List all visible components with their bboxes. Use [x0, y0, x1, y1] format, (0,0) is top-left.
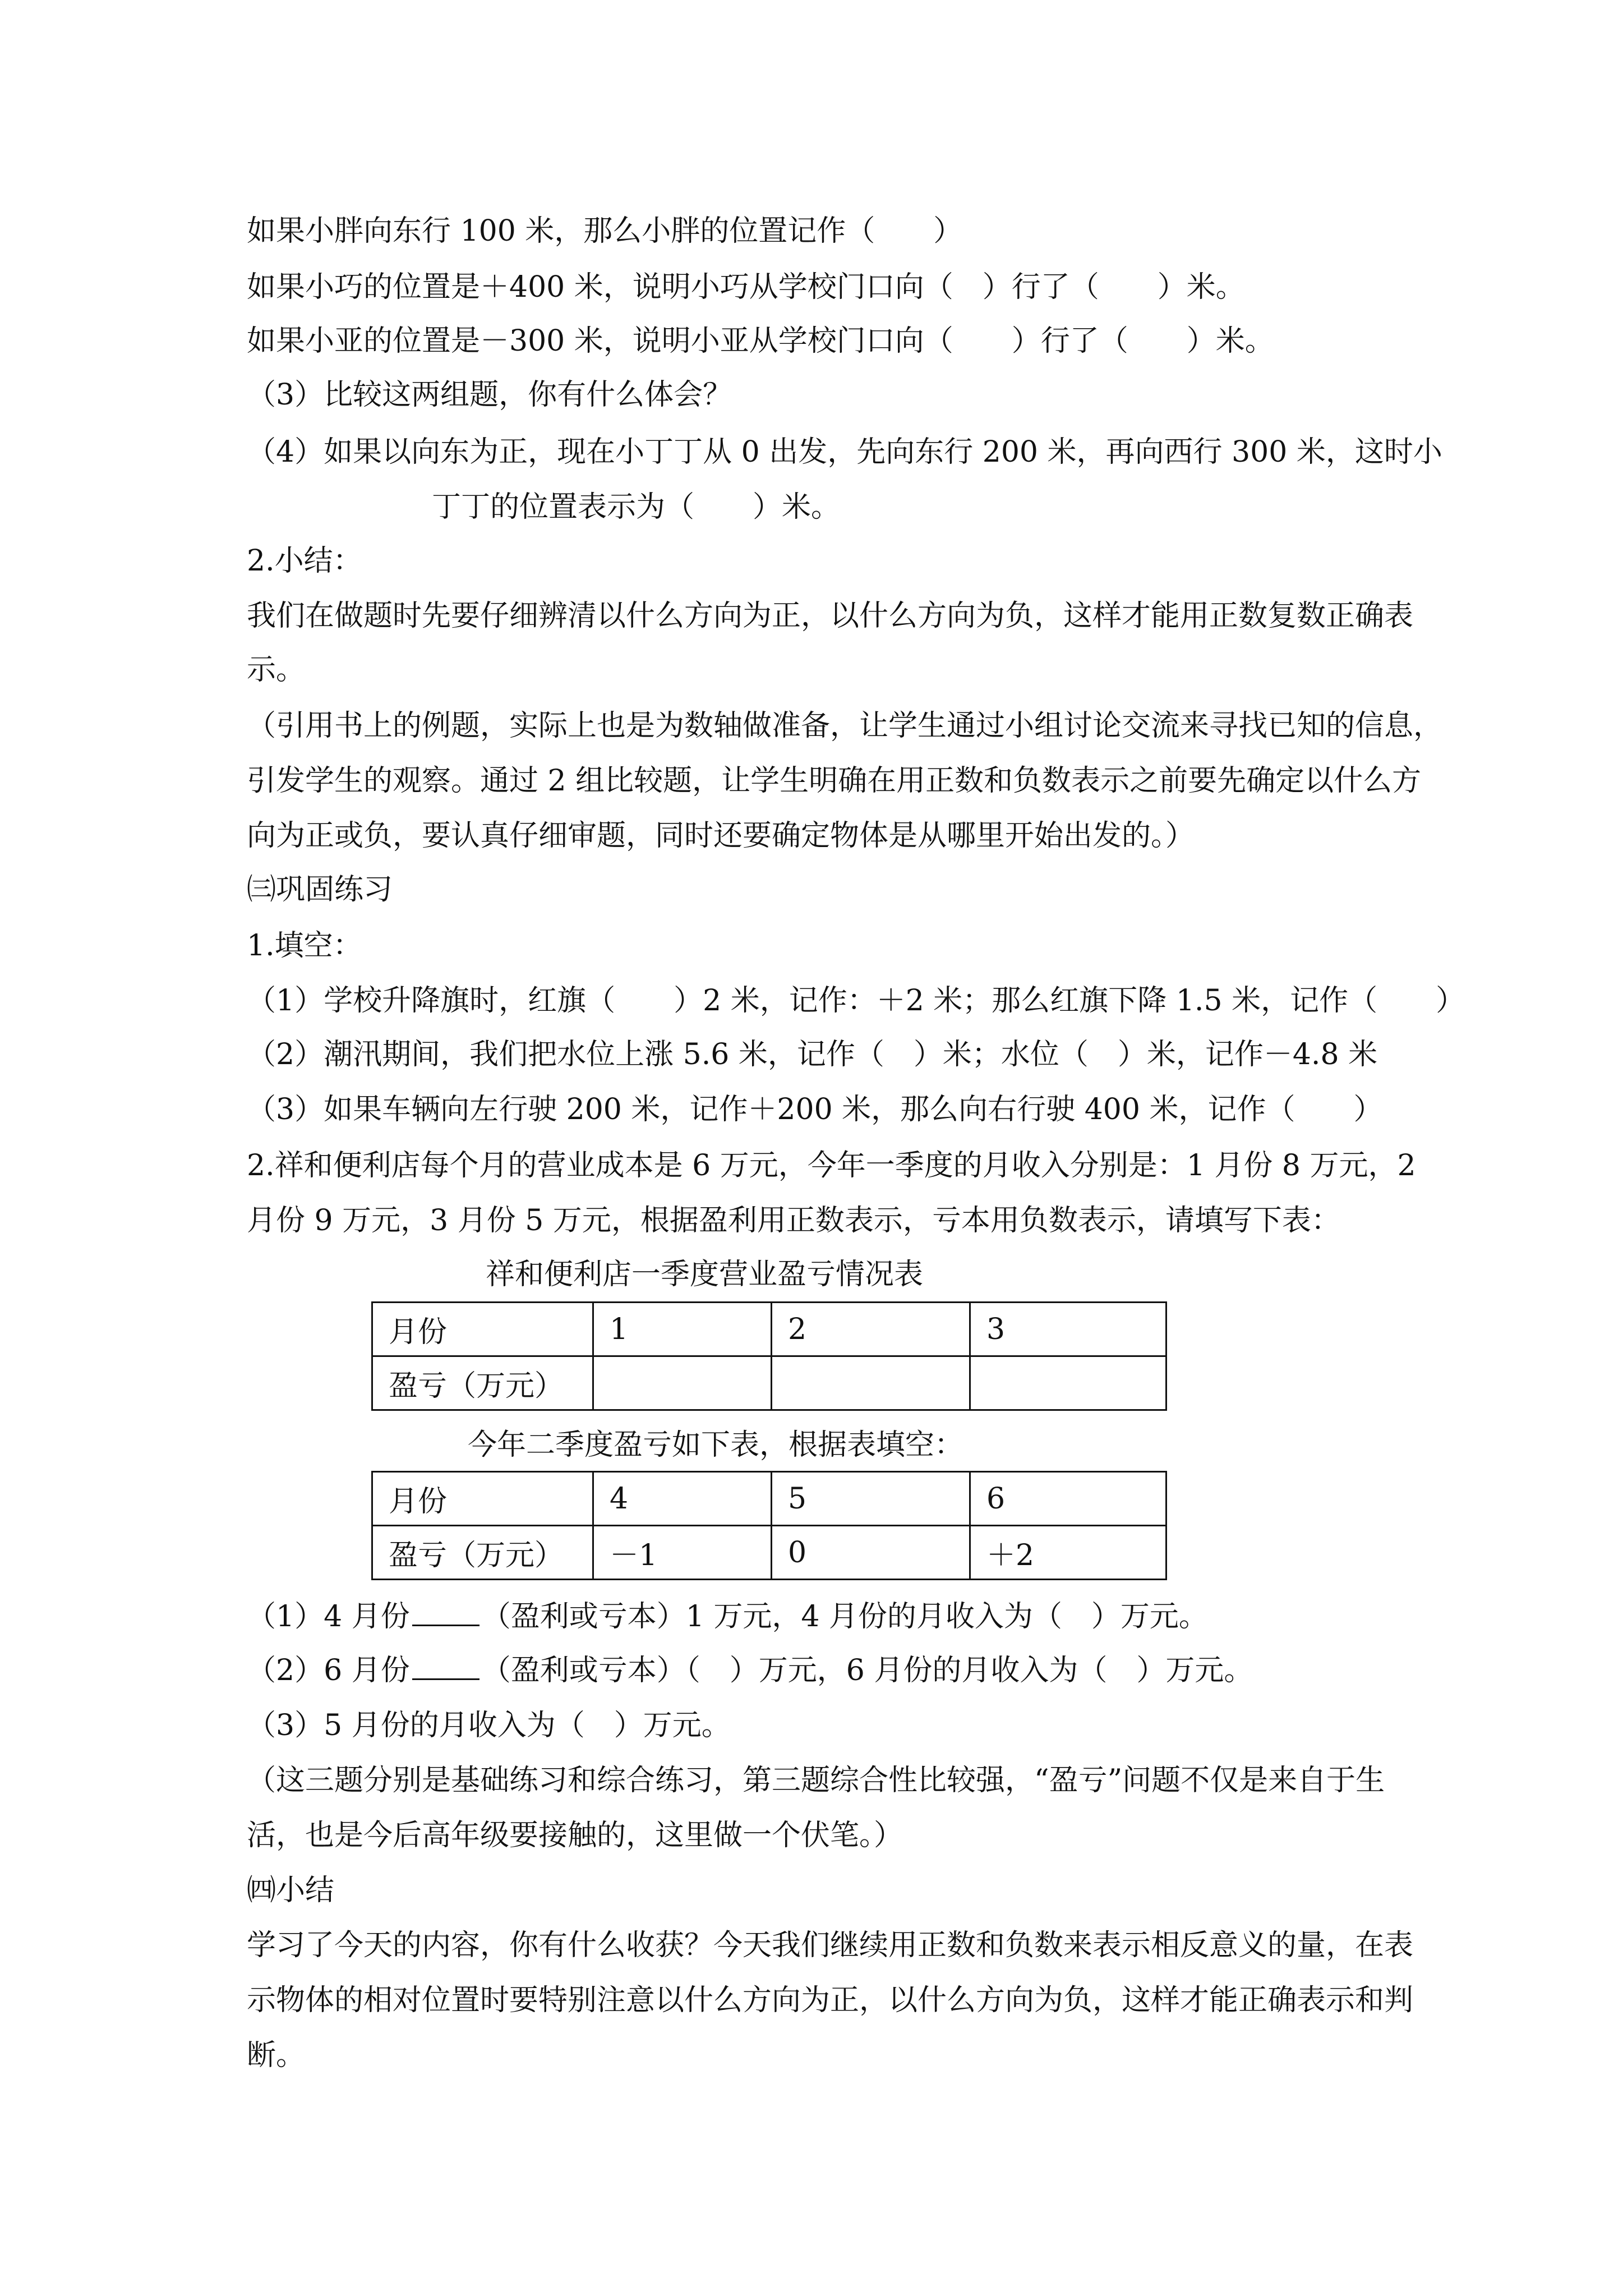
text-line: （4）如果以向东为正，现在小丁丁从 0 出发，先向东行 200 米，再向西行 300 米，这时小	[247, 435, 1442, 469]
text-line: 2.祥和便利店每个月的营业成本是 6 万元，今年一季度的月收入分别是：1 月份 8 万元，2	[247, 1149, 1416, 1182]
text-line: 月份 9 万元，3 月份 5 万元，根据盈利用正数表示，亏本用负数表示，请填写下表：	[247, 1204, 1340, 1237]
table-cell: 4	[593, 1472, 772, 1526]
text-line: （这三题分别是基础练习和综合练习，第三题综合性比较强，“盈亏”问题不仅是来自于生	[247, 1764, 1385, 1797]
table-cell: 盈亏（万元）	[372, 1526, 593, 1580]
table-cell: 0	[772, 1526, 970, 1580]
text-line: 如果小亚的位置是－300 米，说明小亚从学校门口向（ ）行了（ ）米。	[247, 324, 1274, 358]
table-cell: 2	[772, 1303, 970, 1356]
question-prefix: （1）4 月份	[247, 1600, 410, 1634]
table-caption: 今年二季度盈亏如下表，根据表填空：	[468, 1428, 964, 1462]
text-line: 示。	[247, 653, 306, 687]
text-line: 1.填空：	[247, 929, 362, 963]
question-text: （盈利或亏本）1 万元，4 月份的月收入为（ ）万元。	[481, 1600, 1208, 1634]
table-cell	[593, 1356, 772, 1410]
table-row	[372, 1303, 1166, 1356]
table-cell: 盈亏（万元）	[372, 1356, 593, 1410]
answer-blank	[412, 1653, 479, 1680]
table-cell: －1	[593, 1526, 772, 1580]
table-cell	[970, 1356, 1166, 1410]
text-line: 引发学生的观察。通过 2 组比较题，让学生明确在用正数和负数表示之前要先确定以什么方	[247, 764, 1422, 798]
text-line: （3）比较这两组题，你有什么体会？	[247, 378, 732, 412]
table-caption: 祥和便利店一季度营业盈亏情况表	[486, 1258, 924, 1291]
table-cell: 3	[970, 1303, 1166, 1356]
table-cell	[772, 1356, 970, 1410]
table-cell: 6	[970, 1472, 1166, 1526]
text-line: （引用书上的例题，实际上也是为数轴做准备，让学生通过小组讨论交流来寻找已知的信息，	[247, 709, 1443, 743]
text-line	[247, 1599, 1208, 1635]
text-line: 活，也是今后高年级要接触的，这里做一个伏笔。）	[247, 1819, 903, 1852]
table-cell: 1	[593, 1303, 772, 1356]
text-line: （3）如果车辆向左行驶 200 米，记作＋200 米，那么向右行驶 400 米，记作（ ）	[247, 1093, 1383, 1126]
section-heading: ㈣小结	[247, 1874, 335, 1907]
text-line: 示物体的相对位置时要特别注意以什么方向为正，以什么方向为负，这样才能正确表示和判	[247, 1984, 1414, 2017]
text-line: （2）潮汛期间，我们把水位上涨 5.6 米，记作（ ）米；水位（ ）米，记作－4.8 米	[247, 1038, 1378, 1071]
text-line	[247, 1653, 1253, 1688]
text-line: （3）5 月份的月收入为（ ）万元。	[247, 1709, 731, 1742]
text-line: 学习了今天的内容，你有什么收获？今天我们继续用正数和负数来表示相反意义的量，在表	[247, 1929, 1414, 1962]
question-text: （盈利或亏本）（ ）万元，6 月份的月收入为（ ）万元。	[481, 1654, 1253, 1687]
text-line: 如果小巧的位置是＋400 米，说明小巧从学校门口向（ ）行了（ ）米。	[247, 270, 1245, 304]
text-line: 我们在做题时先要仔细辨清以什么方向为正，以什么方向为负，这样才能用正数复数正确表	[247, 599, 1414, 633]
text-line: 向为正或负，要认真仔细审题，同时还要确定物体是从哪里开始出发的。）	[247, 819, 1195, 853]
question-prefix: （2）6 月份	[247, 1654, 410, 1687]
table-q2	[371, 1471, 1167, 1580]
table-row	[372, 1472, 1166, 1526]
text-line: 断。	[247, 2039, 306, 2072]
text-line: （1）学校升降旗时，红旗（ ）2 米，记作：＋2 米；那么红旗下降 1.5 米，记作（ ）	[247, 984, 1465, 1018]
table-row	[372, 1356, 1166, 1410]
table-row	[372, 1526, 1166, 1580]
table-cell: 月份	[372, 1303, 593, 1356]
table-cell: 月份	[372, 1472, 593, 1526]
answer-blank	[412, 1599, 479, 1626]
table-cell: 5	[772, 1472, 970, 1526]
table-q1	[371, 1301, 1167, 1411]
section-heading: 2.小结：	[247, 544, 362, 578]
text-line: 如果小胖向东行 100 米，那么小胖的位置记作（ ）	[247, 214, 963, 248]
section-heading: ㈢巩固练习	[247, 873, 393, 907]
table-cell: ＋2	[970, 1526, 1166, 1580]
text-line: 丁丁的位置表示为（ ）米。	[432, 490, 841, 524]
